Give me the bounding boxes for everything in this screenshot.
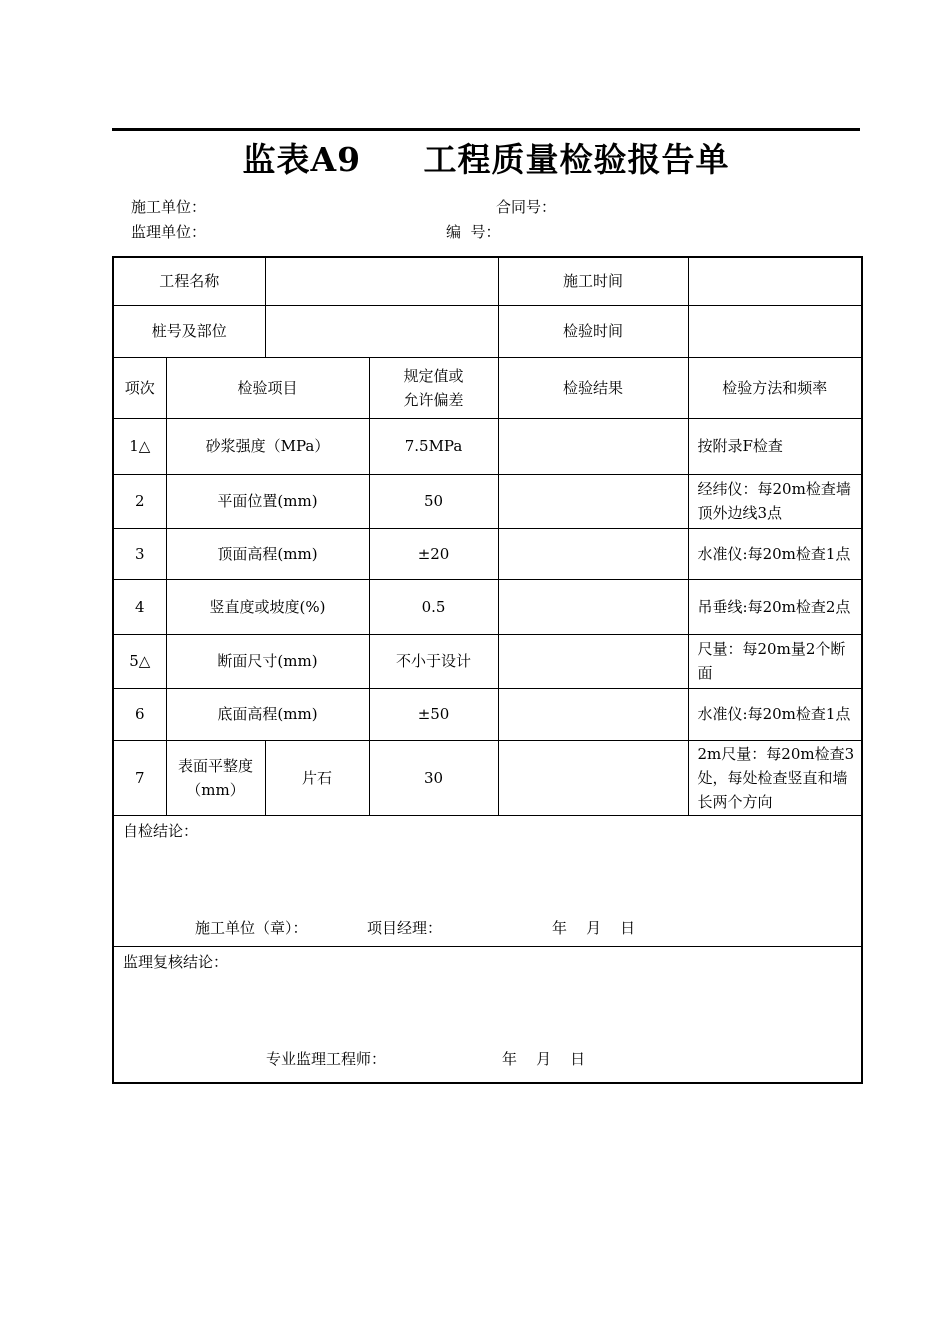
row-no: 3: [113, 528, 166, 579]
construction-time-label: 施工时间: [498, 257, 688, 305]
row-result[interactable]: [498, 418, 688, 474]
row-no: 5△: [113, 634, 166, 688]
row-result[interactable]: [498, 634, 688, 688]
row-spec: 50: [369, 474, 498, 528]
title-rule: [112, 128, 860, 131]
project-name-value[interactable]: [265, 257, 498, 305]
construction-unit-label: 施工单位：: [131, 198, 207, 216]
row-item: [166, 740, 265, 815]
row-method: 吊垂线:每20m检查2点: [688, 579, 862, 634]
row-item: 底面高程(mm): [166, 688, 369, 740]
row-item: 平面位置(mm): [166, 474, 369, 528]
row-method: 经纬仪：每20m检查墙顶外边线3点: [688, 474, 862, 528]
row-no: 1△: [113, 418, 166, 474]
col-header-spec: [369, 357, 498, 418]
row-no: 6: [113, 688, 166, 740]
row-item: 砂浆强度（MPa）: [166, 418, 369, 474]
row-item-line2: （mm）: [186, 780, 245, 799]
inspection-time-label: 检验时间: [498, 305, 688, 357]
supervision-section[interactable]: [113, 946, 862, 1083]
col-header-method: 检验方法和频率: [688, 357, 862, 418]
row-spec: ±20: [369, 528, 498, 579]
table-row: [113, 528, 862, 579]
row-result[interactable]: [498, 688, 688, 740]
col-header-spec-line1: 规定值或: [403, 366, 464, 385]
supervision-engineer-label: 专业监理工程师：: [266, 1049, 387, 1068]
supervision-date-label: 年 月 日: [502, 1049, 586, 1068]
col-header-spec-line2: 允许偏差: [403, 390, 464, 409]
row-spec: ±50: [369, 688, 498, 740]
supervision-row: [113, 946, 862, 1083]
table-row: [113, 740, 862, 815]
row-spec: 不小于设计: [369, 634, 498, 688]
row-item: 竖直度或坡度(%): [166, 579, 369, 634]
supervision-unit-label: 监理单位：: [131, 223, 207, 241]
table-row: [113, 474, 862, 528]
row-no: 4: [113, 579, 166, 634]
row-method: 按附录F检查: [688, 418, 862, 474]
row-method: 2m尺量：每20m检查3处，每处检查竖直和墙长两个方向: [688, 740, 862, 815]
page-title: 监表A9 工程质量检验报告单: [242, 140, 730, 179]
row-item: 顶面高程(mm): [166, 528, 369, 579]
self-check-section[interactable]: [113, 815, 862, 946]
table-row: [113, 418, 862, 474]
col-header-item: 检验项目: [166, 357, 369, 418]
self-check-row: [113, 815, 862, 946]
column-header-row: [113, 357, 862, 418]
row-result[interactable]: [498, 579, 688, 634]
row-result[interactable]: [498, 740, 688, 815]
row-item: 断面尺寸(mm): [166, 634, 369, 688]
inspection-time-value[interactable]: [688, 305, 862, 357]
col-header-no: 项次: [113, 357, 166, 418]
row-method: 尺量：每20m量2个断面: [688, 634, 862, 688]
row-method: 水准仪:每20m检查1点: [688, 528, 862, 579]
row-method: 水准仪:每20m检查1点: [688, 688, 862, 740]
row-item-line1: 表面平整度: [178, 756, 254, 775]
self-check-label: 自检结论：: [123, 821, 199, 840]
table-row: [113, 579, 862, 634]
supervision-review-label: 监理复核结论：: [123, 952, 229, 971]
project-name-label: 工程名称: [113, 257, 265, 305]
table-row: [113, 634, 862, 688]
row-result[interactable]: [498, 474, 688, 528]
construction-unit-seal-label: 施工单位（章）：: [195, 918, 308, 937]
row-result[interactable]: [498, 528, 688, 579]
row-spec: 7.5MPa: [369, 418, 498, 474]
project-manager-label: 项目经理：: [367, 918, 443, 937]
self-check-date-label: 年 月 日: [552, 918, 636, 937]
row-spec: 30: [369, 740, 498, 815]
construction-time-value[interactable]: [688, 257, 862, 305]
inspection-report-table: [112, 256, 863, 1084]
station-row: [113, 305, 862, 357]
station-value[interactable]: [265, 305, 498, 357]
row-sub-item: 片石: [265, 740, 369, 815]
table-row: [113, 688, 862, 740]
col-header-result: 检验结果: [498, 357, 688, 418]
station-label: 桩号及部位: [113, 305, 265, 357]
project-name-row: [113, 257, 862, 305]
row-no: 7: [113, 740, 166, 815]
row-no: 2: [113, 474, 166, 528]
serial-no-label: 编 号：: [446, 223, 501, 241]
contract-no-label: 合同号：: [496, 198, 557, 216]
row-spec: 0.5: [369, 579, 498, 634]
